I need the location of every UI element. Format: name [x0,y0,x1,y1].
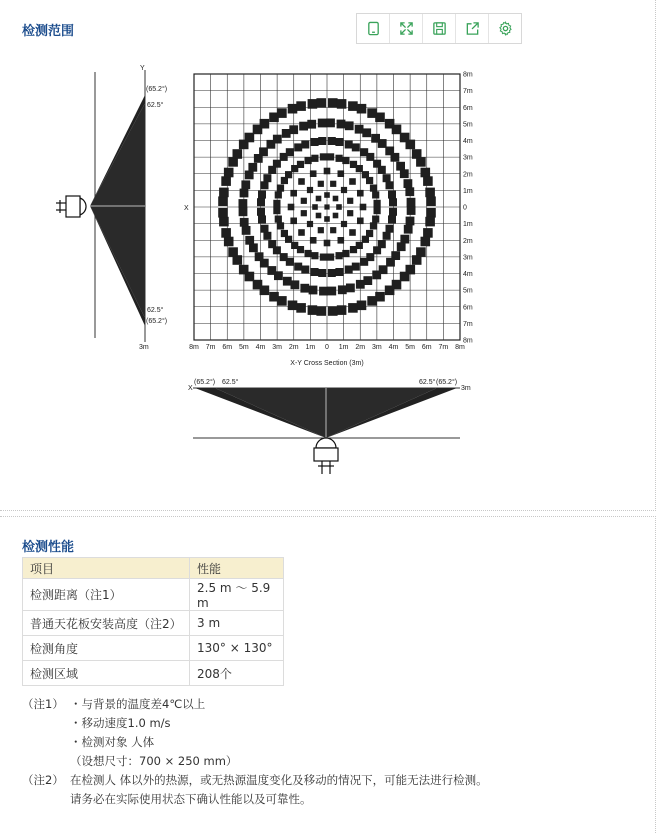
detection-cell [240,218,249,227]
grid-y-tick: 6m [463,304,473,312]
detection-cell [356,280,365,289]
detection-cell [423,176,433,186]
detection-cell [400,235,409,244]
detection-cell [337,99,347,109]
detection-cell [388,215,396,223]
table-row [23,579,284,611]
detection-cell [320,153,327,160]
grid-y-tick: 1m [463,221,473,229]
header-performance: 性能 [190,558,284,579]
detection-cell [426,208,436,218]
detection-cell [283,277,292,286]
detection-cell [374,207,381,214]
note-tag: （注1） [22,697,64,711]
detection-cell [425,188,435,198]
side-top-inner-angle: 62.5° [147,102,164,109]
detection-cell [383,232,391,240]
detection-cell [281,230,288,237]
detection-cell [397,242,406,251]
grid-x-ticks [189,344,465,351]
detection-cell [257,208,265,216]
detection-cell [425,217,435,227]
detection-cell [338,237,345,244]
detection-cell [290,190,297,197]
detection-cell [288,104,298,114]
xy-cross-section-grid [189,72,473,368]
detection-cell [338,170,345,177]
detection-cell [324,168,331,175]
row-label: 检测区域 [23,661,190,686]
row-label: 普通天花板安装高度（注2） [23,611,190,636]
detection-cell [268,240,276,248]
detection-cell [228,247,238,257]
detection-cell [348,303,358,313]
detection-cell [389,208,397,216]
detection-cell [336,252,343,259]
detection-cell [336,155,343,162]
detection-cell [400,169,409,178]
detection-cell [357,190,364,197]
detection-cell [378,139,387,148]
detection-cell [342,250,349,257]
detection-cell [336,204,342,210]
grid-x-tick: 0 [325,344,329,351]
detection-cell [239,199,248,208]
detection-cell [328,98,338,108]
detection-cell [260,119,270,129]
detection-cell [273,160,281,168]
detection-cell [385,286,395,296]
detection-cell [360,204,367,211]
detection-cell [286,148,294,156]
note-2 [22,771,488,809]
front-view [188,378,471,474]
side-beam-fan [90,103,145,318]
front-left-inner-angle: 62.5° [222,379,239,386]
grid-x-tick: 4m [388,344,399,351]
detection-cell [338,285,347,294]
detection-cell [277,185,284,192]
detection-cell [263,232,271,240]
detection-cell [273,135,282,144]
detection-cell [307,221,313,227]
detection-cell [328,269,336,277]
detection-cell [257,198,265,206]
grid-x-tick: 5m [239,344,249,351]
detection-cell [305,250,312,257]
detection-cell [307,187,313,193]
table-row [23,661,284,686]
side-bottom-inner-angle: 62.5° [147,307,164,314]
detection-cell [372,191,379,198]
detection-cell [298,178,305,185]
detection-cell [273,207,280,214]
grid-y-tick: 3m [463,154,473,162]
grid-x-tick: 7m [205,344,216,351]
detection-cell [301,141,309,149]
detection-cell [327,287,336,296]
row-label: 检测角度 [23,636,190,661]
detection-cell [239,207,248,216]
note-line: 在检测人 体以外的热源，或无热源温度变化及移动的情况下，可能无法进行检测。 [70,773,488,787]
detection-cell [300,284,309,293]
detection-cell [316,306,326,316]
detection-cell [362,128,371,137]
detection-cell [280,253,288,261]
detection-cell [239,265,249,275]
side-bottom-outer-angle: (65.2°) [146,318,168,325]
detection-cell [327,254,334,261]
grid-caption: X-Y Cross Section (3m) [290,360,364,367]
note-line: ・移动速度1.0 m/s [70,716,171,730]
detection-cell [324,216,330,222]
detection-cell [370,185,377,192]
detection-cell [326,119,335,128]
grid-x-tick: 3m [372,344,382,351]
grid-y-tick: 5m [463,287,473,295]
detection-cell [318,137,326,145]
detection-cell [290,218,297,225]
detection-cell [349,178,356,185]
detection-cell [277,222,284,229]
grid-x-tick: 2m [355,344,366,351]
row-label: 检测距离（注1） [23,579,190,611]
detection-cell [297,161,304,168]
front-right-inner-angle: 62.5° [419,379,436,386]
detection-cell [311,268,319,276]
detection-cell [330,227,336,233]
detection-cell [307,120,316,129]
detection-cell [221,228,231,238]
note-tag: （注2） [22,773,64,787]
detection-cell [311,252,318,259]
detection-cell [308,99,318,109]
detection-performance-title: 检测性能 [22,540,75,555]
table-row [23,611,284,636]
detection-cell [219,188,229,198]
detection-cell [347,210,353,216]
detection-cell [404,225,413,234]
note-line: （设想尺寸：700 × 250 mm） [70,754,238,768]
side-top-outer-angle: (65.2°) [146,86,168,93]
detection-cell [294,143,302,151]
detection-cell [357,218,364,225]
detection-cell [275,191,282,198]
side-axis-x-label: X [184,205,189,212]
detection-cell [305,157,312,164]
sensor-icon-front [314,438,338,474]
detection-cell [310,237,317,244]
detection-cell [289,125,298,134]
side-distance-label: 3m [139,344,149,351]
detection-cell [310,170,317,177]
detection-cell [327,153,334,160]
detection-cell [298,229,305,236]
detection-cell [288,204,295,211]
detection-cell [389,198,397,206]
detection-cell [318,181,324,187]
grid-y-tick: 6m [463,104,473,112]
detection-cell [391,153,400,162]
note-line: ・检测对象 人体 [70,735,155,749]
detection-cell [345,266,353,274]
detection-cell [316,196,322,202]
grid-x-tick: 6m [421,344,432,351]
detection-cell [233,149,243,159]
detection-cell [248,163,257,172]
detection-cell [277,108,287,118]
detection-cell [423,228,433,238]
detection-cell [405,187,414,196]
front-distance-label: 3m [461,385,471,392]
detection-cell [421,168,431,178]
front-left-outer-angle: (65.2°) [194,379,216,386]
detection-cell [378,166,386,174]
detection-cell [366,177,373,184]
grid-y-tick: 5m [463,121,473,129]
detection-cell [386,181,394,189]
grid-y-tick: 4m [463,271,473,278]
detection-cell [372,271,381,280]
detection-cell [294,263,302,271]
detection-cell [318,227,324,233]
row-value: 130° × 130° [190,636,284,661]
performance-table [22,557,284,686]
grid-y-ticks [463,72,473,345]
detection-cell [333,196,339,202]
detection-cell [360,258,368,266]
detection-cell [363,276,372,285]
detection-cell [357,104,367,114]
grid-y-tick: 8m [463,71,473,79]
detection-cell [320,254,327,261]
detection-cell [249,243,258,252]
grid-y-tick: 1m [463,187,473,195]
grid-y-tick: 8m [463,337,473,345]
detection-cell [245,236,254,245]
detection-cell [263,174,271,182]
detection-cell [355,125,364,134]
detection-cell [386,225,394,233]
grid-x-tick: 2m [288,344,299,351]
detection-cell [275,216,282,223]
detection-cell [324,240,331,247]
detection-cell [372,216,379,223]
grid-x-tick: 1m [338,344,349,351]
detection-cell [337,305,347,315]
detection-cell [267,266,276,275]
detection-cell [324,204,329,209]
detection-cell [324,192,330,198]
detection-cell [309,286,318,295]
detection-cell [318,269,326,277]
detection-cell [245,171,254,180]
detection-cell [346,284,355,293]
detection-cell [312,204,318,210]
detection-cell [328,137,336,145]
detection-cell [261,181,269,189]
detection-cell [282,129,291,138]
detection-cell [404,179,413,188]
notes [22,695,488,809]
detection-cell [296,101,306,111]
front-right-outer-angle: (65.2°) [436,379,458,386]
grid-y-tick: 4m [463,138,473,145]
detection-cell [337,120,346,129]
grid-x-tick: 3m [272,344,282,351]
side-view [56,65,189,351]
detection-cell [421,237,431,247]
grid-x-tick: 4m [255,344,266,351]
row-value: 3 m [190,611,284,636]
detection-cell [224,168,234,178]
detection-performance-section [0,516,656,833]
detection-cell [301,266,309,274]
grid-x-tick: 7m [438,344,449,351]
note-line: 请务必在实际使用状态下确认性能以及可靠性。 [70,792,312,806]
grid-y-tick: 2m [463,171,473,179]
grid-y-tick: 3m [463,254,473,262]
detection-cell [386,258,395,267]
detection-cell [258,191,266,199]
grid-y-tick: 0 [463,204,467,212]
detection-cell [299,122,308,131]
detection-cell [349,229,356,236]
detection-cell [335,138,343,146]
detection-cell [240,189,249,198]
detection-cell [406,140,416,150]
detection-cell [347,198,353,204]
grid-x-tick: 8m [189,344,199,351]
note-1 [22,695,488,771]
detection-cell [296,303,306,313]
detection-cell [269,292,279,302]
detection-cell [219,217,229,227]
table-row [23,636,284,661]
detection-cell [319,287,328,296]
detection-cell [341,187,347,193]
detection-cell [261,225,269,233]
detection-cell [416,157,426,167]
detection-cell [241,180,250,189]
detection-range-title: 检测范围 [22,24,75,39]
row-value: 208个 [190,661,284,686]
detection-cell [345,141,353,149]
detection-cell [352,263,360,271]
detection-cell [311,155,318,162]
grid-x-tick: 6m [222,344,233,351]
grid-x-tick: 1m [305,344,316,351]
detection-cell [328,306,338,316]
detection-cell [335,268,343,276]
note-line: ・与背景的温度差4℃以上 [70,697,206,711]
detection-cell [407,206,416,215]
detection-cell [374,200,381,207]
detection-cell [426,196,436,206]
detection-cell [388,191,396,199]
detection-cell [221,176,231,186]
sensor-icon-side [56,196,86,217]
detection-cell [407,198,416,207]
detection-cell [412,255,422,265]
detection-cell [330,181,336,187]
detection-cell [341,221,347,227]
detection-cell [259,147,268,156]
detection-cell [218,208,228,218]
detection-cell [357,301,367,311]
detection-cell [218,196,228,206]
detection-cell [258,215,266,223]
detection-cell [345,121,354,130]
grid-y-tick: 7m [463,320,473,328]
detection-cell [406,217,415,226]
detection-cell [308,305,318,315]
detection-cell [242,226,251,235]
detection-cell [348,101,358,111]
detection-cell [318,119,327,128]
detection-cell [316,213,322,219]
detection-cell [301,198,307,204]
detection-cell [333,213,339,219]
detection-cell [342,157,349,164]
table-header-row [23,558,284,579]
row-value: 2.5 m ～ 5.9 m [190,579,284,611]
detection-cell [350,246,357,253]
grid-x-tick: 5m [405,344,415,351]
detection-cell [288,301,298,311]
grid-y-tick: 2m [463,237,473,245]
detection-cell [396,162,405,171]
detection-cell [352,143,360,151]
detection-cell [311,138,319,146]
front-axis-x-label: X [188,385,193,392]
detection-cell [366,153,374,161]
detection-cell [373,246,381,254]
detection-cell [370,222,377,229]
side-axis-y-label: Y [140,65,145,72]
detection-cell [291,280,300,289]
grid-y-tick: 7m [463,88,473,96]
detection-cell [255,252,264,261]
detection-cell [316,98,326,108]
detection-cell [367,296,377,306]
header-item: 项目 [23,558,190,579]
detection-cell [383,174,391,182]
grid-x-tick: 8m [455,344,465,351]
detection-cell [224,237,234,247]
detection-cell [273,200,280,207]
detection-cell [375,113,385,123]
detection-cell [301,210,307,216]
